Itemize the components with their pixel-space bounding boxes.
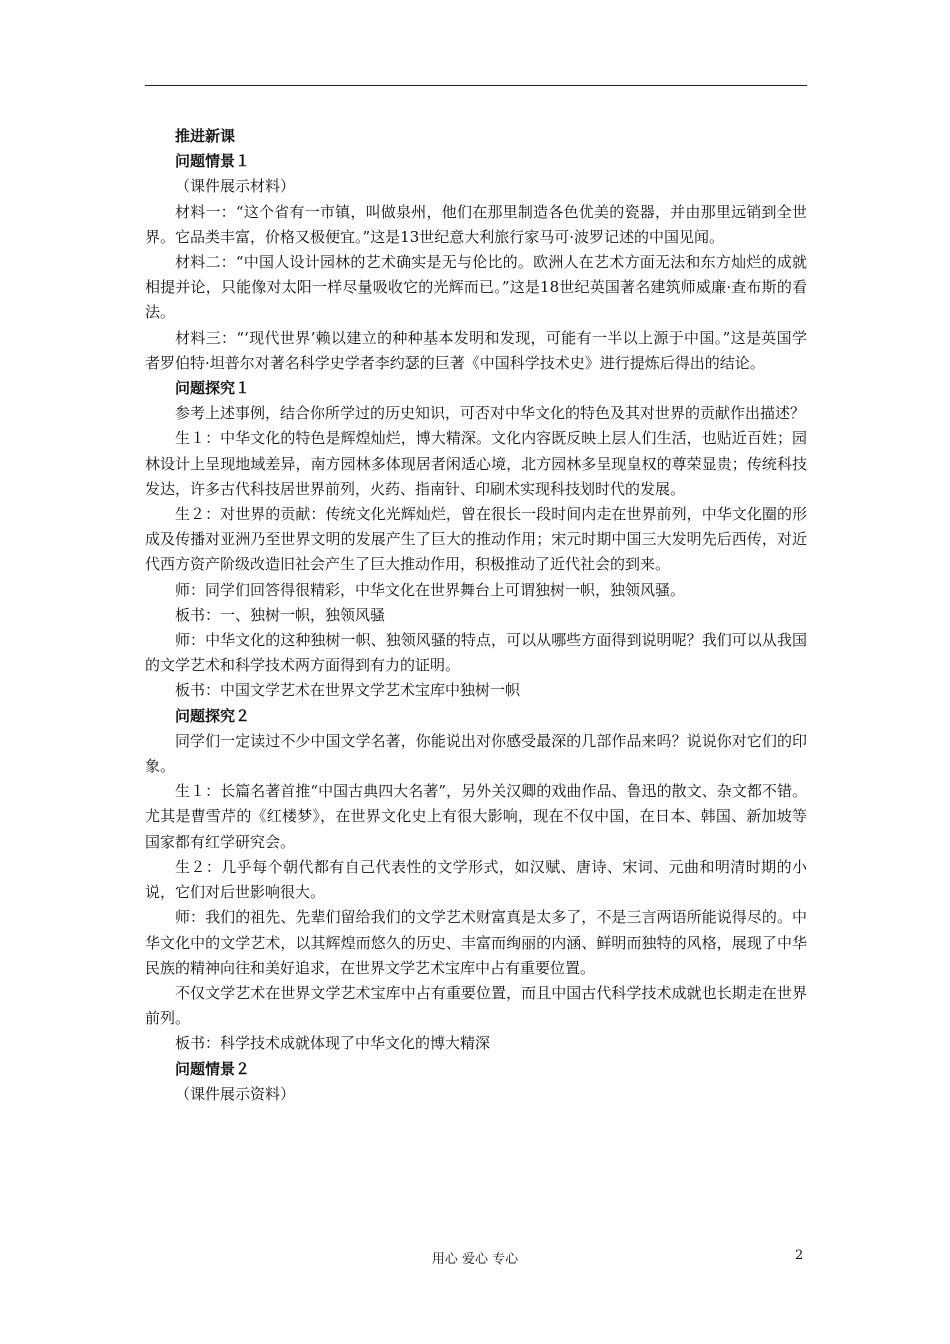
paragraph: 生２：对世界的贡献：传统文化光辉灿烂，曾在很长一段时间内走在世界前列，中华文化圈的形成及传播对亚洲乃至世界文明的发展产生了巨大的推动作用；宋元时期中国三大发明先后西传，对近代西方资产阶级改造旧社会产生了巨大推动作用，积极推动了近代社会的到来。 [145, 505, 807, 574]
paragraph: 师：我们的祖先、先辈们留给我们的文学艺术财富真是太多了，不是三言两语所能说得尽的。中华文化中的文学艺术，以其辉煌而悠久的历史、丰富而绚丽的内涵、鲜明而独特的风格，展现了中华民族的精神向往和美好追求，在世界文学艺术宝库中占有重要位置。 [145, 908, 807, 977]
paragraph: 板书：一、独树一帜，独领风骚 [175, 605, 386, 624]
paragraph: 材料二：“中国人设计园林的艺术确实是无与伦比的。欧洲人在艺术方面无法和东方灿烂的成就相提并论，只能像对太阳一样尽量吸收它的光辉而已。”这是18世纪英国著名建筑师威廉·查布斯的看法。 [145, 253, 807, 322]
paragraph: 生２：几乎每个朝代都有自己代表性的文学形式，如汉赋、唐诗、宋词、元曲和明清时期的小说，它们对后世影响很大。 [145, 857, 807, 902]
page-number: 2 [795, 1248, 804, 1263]
header-rule [145, 85, 807, 86]
paragraph: 参考上述事例，结合你所学过的历史知识，可否对中华文化的特色及其对世界的贡献作出描述？ [175, 404, 806, 423]
section-heading: 问题情景１ [175, 152, 251, 171]
section-heading: 问题探究２ [175, 706, 251, 725]
paragraph: 生１：长篇名著首推“中国古典四大名著”，另外关汉卿的戏曲作品、鲁迅的散文、杂文都不错。尤其是曹雪芹的《红楼梦》，在世界文化史上有很大影响，现在不仅中国，在日本、韩国、新加坡等国家都有红学研究会。 [145, 782, 807, 851]
section-heading: 问题情景２ [175, 1059, 251, 1078]
section-heading: 问题探究１ [175, 379, 251, 398]
paragraph: 板书：科学技术成就体现了中华文化的博大精深 [175, 1034, 491, 1053]
paragraph: 板书：中国文学艺术在世界文学艺术宝库中独树一帜 [175, 681, 521, 700]
footer-text: 用心 爱心 专心 [431, 1252, 519, 1267]
paragraph: 不仅文学艺术在世界文学艺术宝库中占有重要位置，而且中国古代科学技术成就也长期走在世界前列。 [145, 983, 807, 1028]
paragraph: （课件展示资料） [175, 1084, 296, 1103]
document-body [145, 124, 807, 1107]
paragraph: 师：同学们回答得很精彩，中华文化在世界舞台上可谓独树一帜，独领风骚。 [175, 580, 686, 599]
paragraph: 同学们一定读过不少中国文学名著，你能说出对你感受最深的几部作品来吗？说说你对它们的印象。 [145, 731, 807, 776]
paragraph: （课件展示材料） [175, 177, 296, 196]
paragraph: 材料三：“‘现代世界’赖以建立的种种基本发明和发现，可能有一半以上源于中国。”这是英国学者罗伯特·坦普尔对著名科学史学者李约瑟的巨著《中国科学技术史》进行提炼后得出的结论。 [145, 328, 807, 372]
section-heading: 推进新课 [175, 127, 236, 145]
paragraph: 师：中华文化的这种独树一帜、独领风骚的特点，可以从哪些方面得到说明呢？我们可以从我国的文学艺术和科学技术两方面得到有力的证明。 [145, 631, 807, 675]
paragraph: 生１：中华文化的特色是辉煌灿烂，博大精深。文化内容既反映上层人们生活，也贴近百姓；园林设计上呈现地域差异，南方园林多体现居者闲适心境，北方园林多呈现皇权的尊荣显贵；传统科技发达，许多古代科技居世界前列，火药、指南针、印刷术实现科技划时代的发展。 [145, 429, 807, 498]
paragraph: 材料一：“这个省有一市镇，叫做泉州，他们在那里制造各色优美的瓷器，并由那里远销到全世界。它品类丰富，价格又极便宜。”这是13世纪意大利旅行家马可·波罗记述的中国见闻。 [145, 202, 807, 246]
